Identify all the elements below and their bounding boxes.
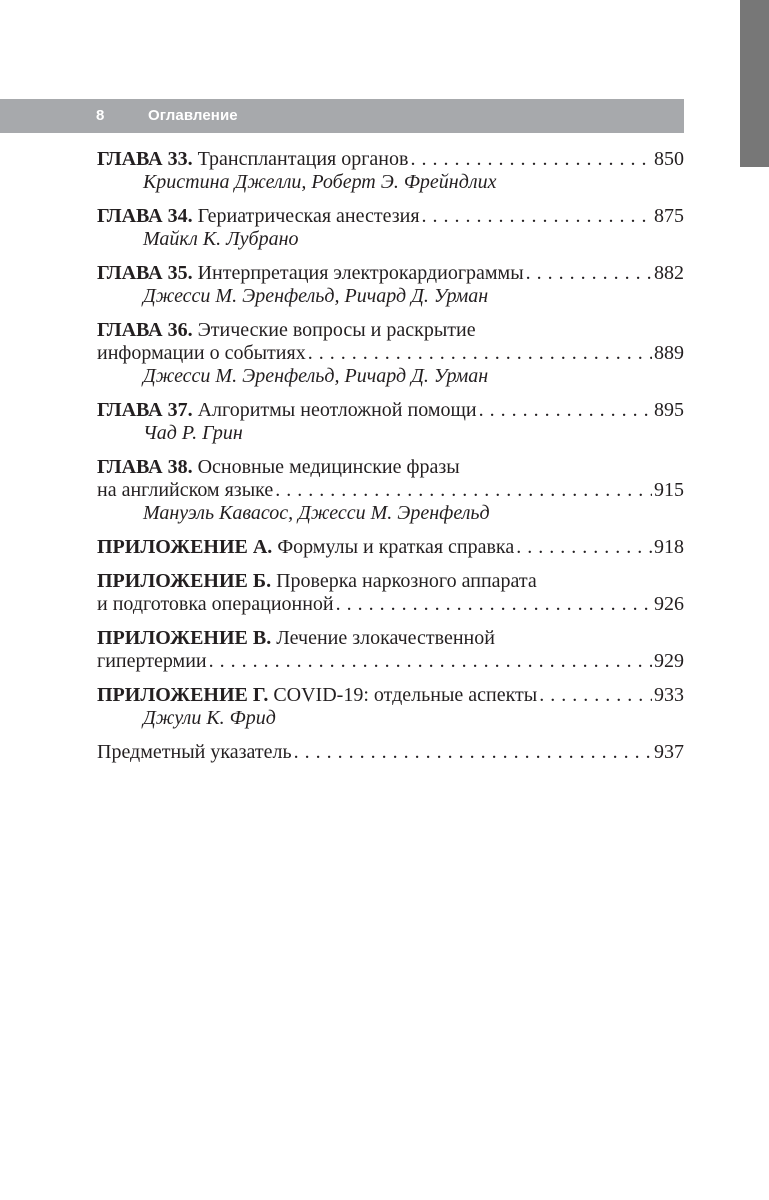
toc-entry-chapter-38[interactable] — [97, 456, 684, 525]
toc-entry-chapter-35[interactable] — [97, 262, 684, 308]
toc-page-number: 915 — [654, 479, 684, 501]
toc-title-line1: Основные медицинские фразы — [197, 456, 460, 478]
toc-entry-appendix-a[interactable] — [97, 536, 684, 559]
toc-label: ГЛАВА 38. — [97, 456, 193, 478]
toc-title-line1: Проверка наркозного аппарата — [276, 570, 537, 592]
dot-leader — [479, 399, 652, 422]
toc-entry-appendix-b[interactable] — [97, 570, 684, 616]
toc-entry-chapter-36[interactable] — [97, 319, 684, 388]
toc-authors: Джули К. Фрид — [143, 707, 276, 729]
toc-page-number: 918 — [654, 536, 684, 558]
toc-entry-chapter-34[interactable] — [97, 205, 684, 251]
table-of-contents — [97, 148, 684, 775]
toc-title-line1: Лечение злокачественной — [276, 627, 495, 649]
dot-leader — [294, 741, 652, 764]
toc-title: Интерпретация электрокардиограммы — [197, 262, 524, 284]
toc-label: ПРИЛОЖЕНИЕ А. — [97, 536, 273, 558]
toc-title-line2: и подготовка операционной — [97, 593, 334, 615]
thumb-index-tab — [740, 0, 769, 167]
toc-page-number: 850 — [654, 148, 684, 170]
toc-title-line2: информации о событиях — [97, 342, 306, 364]
toc-entry-chapter-33[interactable] — [97, 148, 684, 194]
toc-title-line2: на английском языке — [97, 479, 274, 501]
dot-leader — [422, 205, 652, 228]
dot-leader — [410, 148, 652, 171]
dot-leader — [275, 479, 652, 502]
toc-authors: Джесси М. Эренфельд, Ричард Д. Урман — [143, 285, 489, 307]
toc-entry-appendix-g[interactable] — [97, 684, 684, 730]
dot-leader — [526, 262, 652, 285]
toc-authors: Мануэль Кавасос, Джесси М. Эренфельд — [143, 502, 490, 524]
toc-title: Алгоритмы неотложной помощи — [197, 399, 477, 421]
toc-entry-chapter-37[interactable] — [97, 399, 684, 445]
toc-page-number: 937 — [654, 741, 684, 763]
toc-label: ГЛАВА 35. — [97, 262, 193, 284]
header-page-number: 8 — [96, 107, 105, 124]
toc-title: Формулы и краткая справка — [277, 536, 515, 558]
toc-label: ПРИЛОЖЕНИЕ Г. — [97, 684, 269, 706]
toc-authors: Чад Р. Грин — [143, 422, 243, 444]
toc-label: ГЛАВА 37. — [97, 399, 193, 421]
toc-label: ПРИЛОЖЕНИЕ Б. — [97, 570, 272, 592]
toc-authors: Майкл К. Лубрано — [143, 228, 299, 250]
toc-title: Трансплантация органов — [197, 148, 409, 170]
toc-title-line2: гипертермии — [97, 650, 207, 672]
toc-entry-subject-index[interactable] — [97, 741, 684, 764]
toc-label: ГЛАВА 36. — [97, 319, 193, 341]
toc-label: ПРИЛОЖЕНИЕ В. — [97, 627, 272, 649]
header-title: Оглавление — [148, 107, 238, 124]
toc-page-number: 889 — [654, 342, 684, 364]
toc-page-number: 933 — [654, 684, 684, 706]
dot-leader — [336, 593, 652, 616]
dot-leader — [539, 684, 652, 707]
toc-title: Предметный указатель — [97, 741, 292, 763]
toc-label: ГЛАВА 33. — [97, 148, 193, 170]
dot-leader — [209, 650, 652, 673]
running-header — [0, 99, 684, 133]
toc-title: COVID-19: отдельные аспекты — [273, 684, 538, 706]
toc-entry-appendix-v[interactable] — [97, 627, 684, 673]
toc-page-number: 882 — [654, 262, 684, 284]
toc-label: ГЛАВА 34. — [97, 205, 193, 227]
dot-leader — [308, 342, 652, 365]
toc-page-number: 895 — [654, 399, 684, 421]
toc-page-number: 929 — [654, 650, 684, 672]
dot-leader — [516, 536, 652, 559]
toc-authors: Джесси М. Эренфельд, Ричард Д. Урман — [143, 365, 489, 387]
toc-authors: Кристина Джелли, Роберт Э. Фрейндлих — [143, 171, 497, 193]
toc-title: Гериатрическая анестезия — [197, 205, 420, 227]
toc-page-number: 875 — [654, 205, 684, 227]
toc-page-number: 926 — [654, 593, 684, 615]
toc-title-line1: Этические вопросы и раскрытие — [197, 319, 476, 341]
